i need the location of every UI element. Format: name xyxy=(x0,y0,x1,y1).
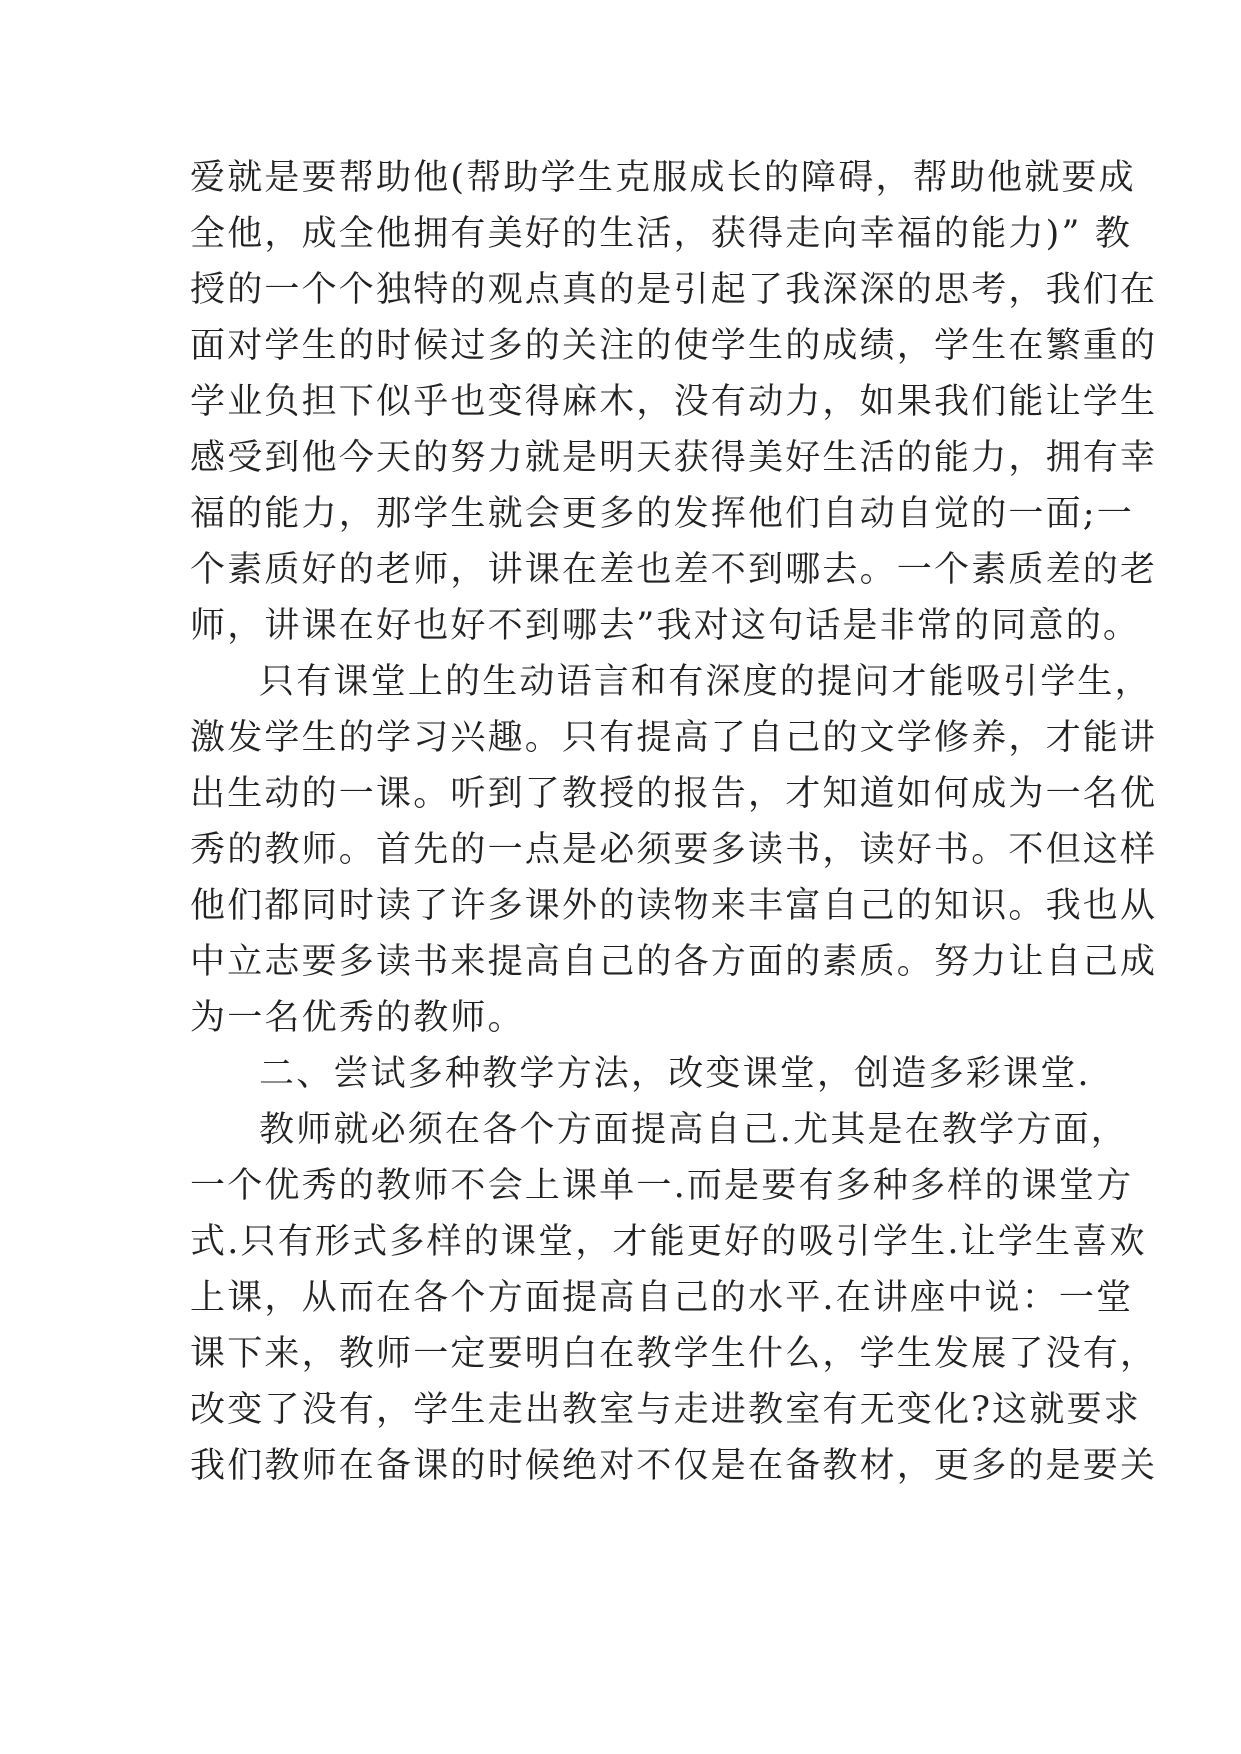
text-line: 爱就是要帮助他(帮助学生克服成长的障碍，帮助他就要成 xyxy=(190,158,1136,198)
text-line: 中立志要多读书来提高自己的各方面的素质。努力让自己成 xyxy=(190,942,1158,982)
text-line: 福的能力，那学生就会更多的发挥他们自动自觉的一面;一 xyxy=(190,494,1134,534)
text-line: 式.只有形式多样的课堂，才能更好的吸引学生.让学生喜欢 xyxy=(190,1222,1147,1262)
text-line: 个素质好的老师，讲课在差也差不到哪去。一个素质差的老 xyxy=(190,550,1158,590)
text-line: 课下来，教师一定要明白在教学生什么，学生发展了没有， xyxy=(190,1334,1158,1374)
section-heading: 二、尝试多种教学方法，改变课堂，创造多彩课堂. xyxy=(259,1054,1091,1094)
text-line: 感受到他今天的努力就是明天获得美好生活的能力，拥有幸 xyxy=(190,438,1158,478)
text-line: 激发学生的学习兴趣。只有提高了自己的文学修养，才能讲 xyxy=(190,718,1158,758)
text-line: 他们都同时读了许多课外的读物来丰富自己的知识。我也从 xyxy=(190,886,1158,926)
text-line: 出生动的一课。听到了教授的报告，才知道如何成为一名优 xyxy=(190,774,1158,814)
text-line: 师，讲课在好也好不到哪去”我对这句话是非常的同意的。 xyxy=(190,606,1141,646)
text-line: 为一名优秀的教师。 xyxy=(190,998,525,1038)
text-line: 面对学生的时候过多的关注的使学生的成绩，学生在繁重的 xyxy=(190,326,1158,366)
text-line: 上课，从而在各个方面提高自己的水平.在讲座中说：一堂 xyxy=(190,1278,1134,1318)
text-line: 全他，成全他拥有美好的生活，获得走向幸福的能力)” 教 xyxy=(190,214,1133,254)
text-line: 改变了没有，学生走出教室与走进教室有无变化?这就要求 xyxy=(190,1390,1141,1430)
text-line: 我们教师在备课的时候绝对不仅是在备教材，更多的是要关 xyxy=(190,1446,1158,1486)
text-line: 教师就必须在各个方面提高自己.尤其是在教学方面， xyxy=(259,1110,1128,1150)
text-line: 只有课堂上的生动语言和有深度的提问才能吸引学生， xyxy=(259,662,1152,702)
text-line: 授的一个个独特的观点真的是引起了我深深的思考，我们在 xyxy=(190,270,1158,310)
text-line: 一个优秀的教师不会上课单一.而是要有多种多样的课堂方 xyxy=(190,1166,1134,1206)
text-line: 学业负担下似乎也变得麻木，没有动力，如果我们能让学生 xyxy=(190,382,1158,422)
text-line: 秀的教师。首先的一点是必须要多读书，读好书。不但这样 xyxy=(190,830,1158,870)
